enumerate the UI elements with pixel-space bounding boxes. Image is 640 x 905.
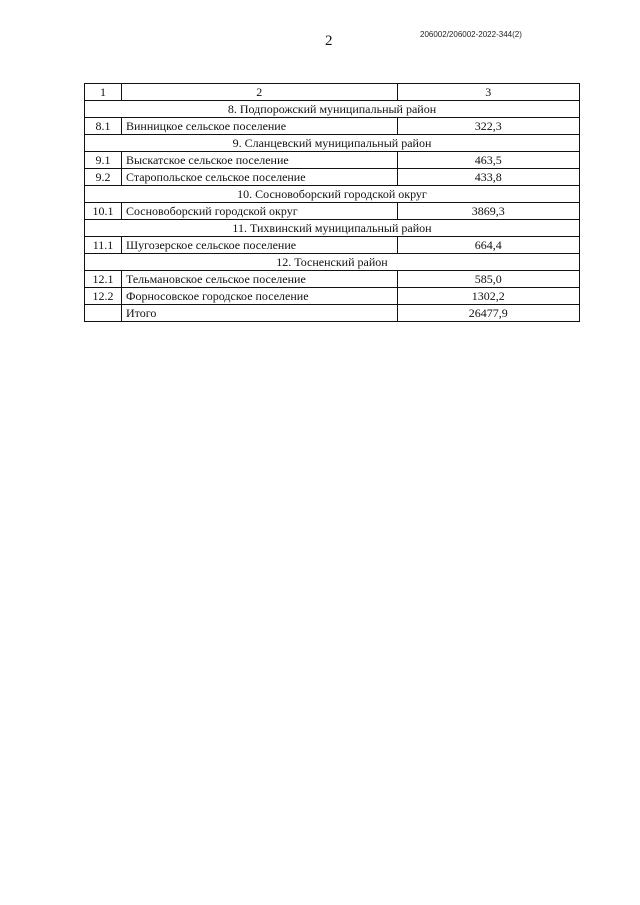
table-row [85,118,580,135]
header-cell-1: 1 [85,84,122,101]
document-code: 206002/206002-2022-344(2) [420,30,522,39]
table-row [85,271,580,288]
section-row [85,101,580,118]
row-value: 322,3 [397,118,579,135]
row-number: 12.1 [85,271,122,288]
table-row [85,288,580,305]
page-number: 2 [325,33,333,49]
row-name: Винницкое сельское поселение [121,118,397,135]
allocation-table [84,83,580,322]
row-value: 26477,9 [397,305,579,322]
row-value: 585,0 [397,271,579,288]
row-name: Тельмановское сельское поселение [121,271,397,288]
section-title: 12. Тосненский район [85,254,580,271]
row-value: 463,5 [397,152,579,169]
section-title: 11. Тихвинский муниципальный район [85,220,580,237]
row-number [85,305,122,322]
section-row [85,254,580,271]
section-row [85,186,580,203]
row-value: 1302,2 [397,288,579,305]
header-cell-3: 3 [397,84,579,101]
row-number: 9.2 [85,169,122,186]
row-number: 11.1 [85,237,122,254]
section-row [85,220,580,237]
row-value: 433,8 [397,169,579,186]
table-header-row [85,84,580,101]
section-title: 9. Сланцевский муниципальный район [85,135,580,152]
row-name: Шугозерское сельское поселение [121,237,397,254]
row-number: 10.1 [85,203,122,220]
table-row [85,305,580,322]
row-value: 3869,3 [397,203,579,220]
table-row [85,203,580,220]
row-name: Старопольское сельское поселение [121,169,397,186]
row-name: Выскатское сельское поселение [121,152,397,169]
row-number: 9.1 [85,152,122,169]
header-cell-2: 2 [121,84,397,101]
table-row [85,237,580,254]
row-value: 664,4 [397,237,579,254]
table-row [85,169,580,186]
row-name: Сосновоборский городской округ [121,203,397,220]
row-number: 12.2 [85,288,122,305]
row-name: Итого [121,305,397,322]
table-row [85,152,580,169]
section-title: 8. Подпорожский муниципальный район [85,101,580,118]
row-number: 8.1 [85,118,122,135]
row-name: Форносовское городское поселение [121,288,397,305]
section-row [85,135,580,152]
section-title: 10. Сосновоборский городской округ [85,186,580,203]
